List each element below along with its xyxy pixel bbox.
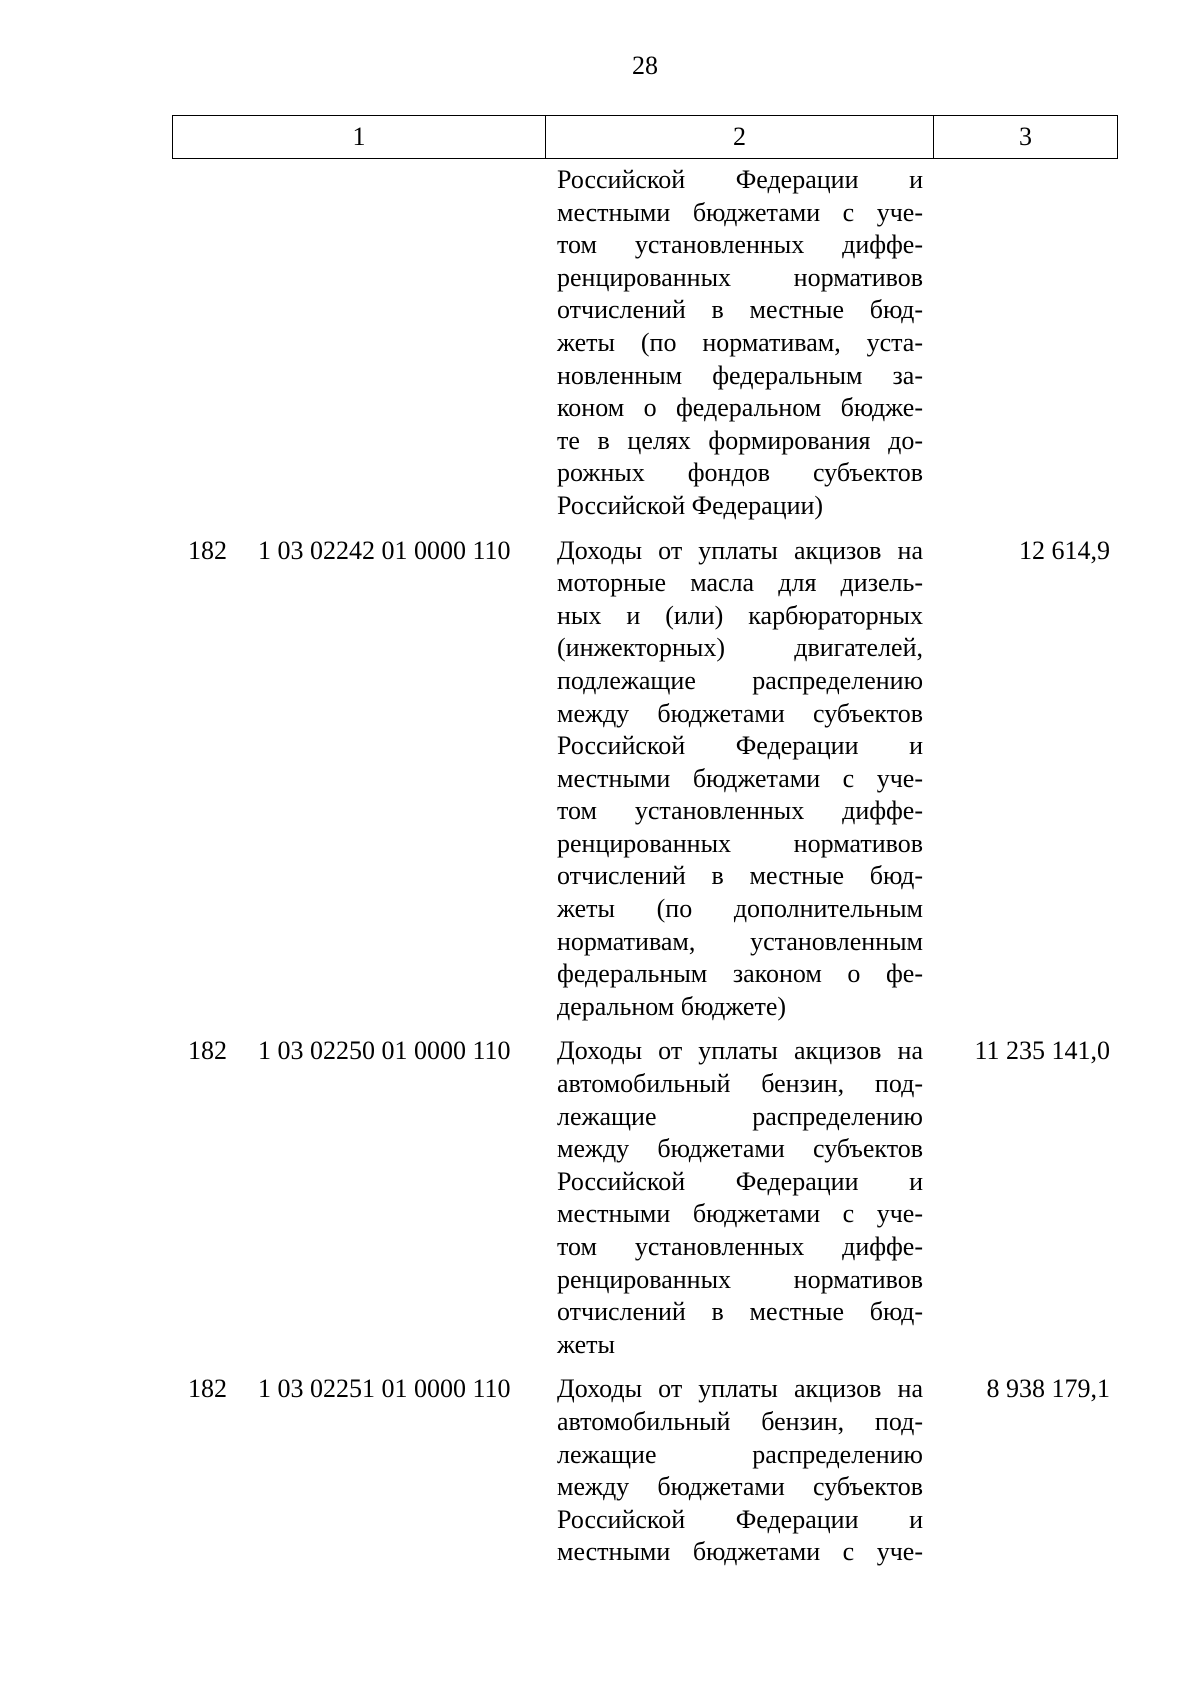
budget-classification-code: 1 03 02242 01 0000 110 — [258, 535, 511, 565]
table-row — [0, 1373, 1200, 1569]
income-description — [557, 164, 923, 523]
description-line: автомобильный бензин, под- — [557, 1069, 923, 1099]
description-line: Доходы от уплаты акцизов на — [557, 1036, 923, 1066]
description-line: отчислений в местные бюд- — [557, 295, 923, 325]
description-line: между бюджетами субъектов — [557, 1472, 923, 1502]
description-line: новленным федеральным за- — [557, 360, 923, 390]
description-line: местными бюджетами с уче- — [557, 1537, 923, 1567]
description-line: том установленных диффе- — [557, 1232, 923, 1261]
description-line: деральном бюджете) — [557, 991, 787, 1021]
description-line: федеральным законом о фе- — [557, 959, 923, 989]
description-line: Доходы от уплаты акцизов на — [557, 535, 923, 565]
description-line: Российской Федерации и — [557, 165, 923, 194]
description-line: отчислений в местные бюд- — [557, 861, 923, 891]
description-line: Российской Федерации и — [557, 1504, 923, 1534]
amount: 11 235 141,0 — [974, 1036, 1110, 1066]
page-number: 28 — [632, 51, 658, 80]
description-line: Российской Федерации и — [557, 731, 923, 761]
header-col-1: 1 — [173, 116, 546, 158]
description-line: местными бюджетами с уче- — [557, 1199, 923, 1229]
description-line: жеты (по дополнительным — [557, 894, 923, 924]
amount: 8 938 179,1 — [986, 1374, 1110, 1404]
description-line: Российской Федерации и — [557, 1166, 923, 1196]
income-description — [557, 1373, 923, 1569]
description-line: автомобильный бензин, под- — [557, 1406, 923, 1436]
table-row — [0, 164, 1200, 523]
income-description — [557, 535, 923, 1024]
table-body — [0, 164, 1200, 1569]
admin-code: 182 — [188, 1036, 227, 1066]
description-line: ренцированных нормативов — [557, 828, 923, 858]
description-line: ренцированных нормативов — [557, 262, 923, 292]
description-line: Доходы от уплаты акцизов на — [557, 1374, 923, 1404]
table-header — [172, 115, 1118, 159]
description-line: ренцированных нормативов — [557, 1264, 923, 1294]
admin-code: 182 — [188, 1374, 227, 1404]
description-line: нормативам, установленным — [557, 926, 923, 956]
description-line: коном о федеральном бюдже- — [557, 393, 923, 423]
description-line: жеты (по нормативам, уста- — [557, 327, 923, 357]
description-line: (инжекторных) двигателей, — [557, 633, 923, 663]
budget-classification-code: 1 03 02250 01 0000 110 — [258, 1036, 511, 1066]
description-line: те в целях формирования до- — [557, 425, 923, 455]
description-line: местными бюджетами с уче- — [557, 763, 923, 793]
description-line: лежащие распределению — [557, 1439, 923, 1469]
description-line: подлежащие распределению — [557, 665, 923, 695]
amount: 12 614,9 — [1019, 535, 1110, 565]
description-line: между бюджетами субъектов — [557, 1134, 923, 1164]
header-col-2: 2 — [546, 116, 934, 158]
table-row — [0, 1035, 1200, 1361]
header-col-3: 3 — [1019, 122, 1032, 151]
budget-classification-code: 1 03 02251 01 0000 110 — [258, 1374, 511, 1404]
description-line: ных и (или) карбюраторных — [557, 600, 923, 630]
admin-code: 182 — [188, 535, 227, 565]
description-line: лежащие распределению — [557, 1101, 923, 1131]
description-line: местными бюджетами с уче- — [557, 197, 923, 227]
description-line: между бюджетами субъектов — [557, 698, 923, 728]
description-line: том установленных диффе- — [557, 230, 923, 260]
description-line: рожных фондов субъектов — [557, 458, 923, 488]
description-line: жеты — [557, 1329, 615, 1359]
table-row — [0, 535, 1200, 1024]
description-line: моторные масла для дизель- — [557, 568, 923, 598]
description-line: Российской Федерации) — [557, 490, 824, 520]
description-line: отчислений в местные бюд- — [557, 1297, 923, 1327]
income-description — [557, 1035, 923, 1361]
description-line: том установленных диффе- — [557, 796, 923, 826]
